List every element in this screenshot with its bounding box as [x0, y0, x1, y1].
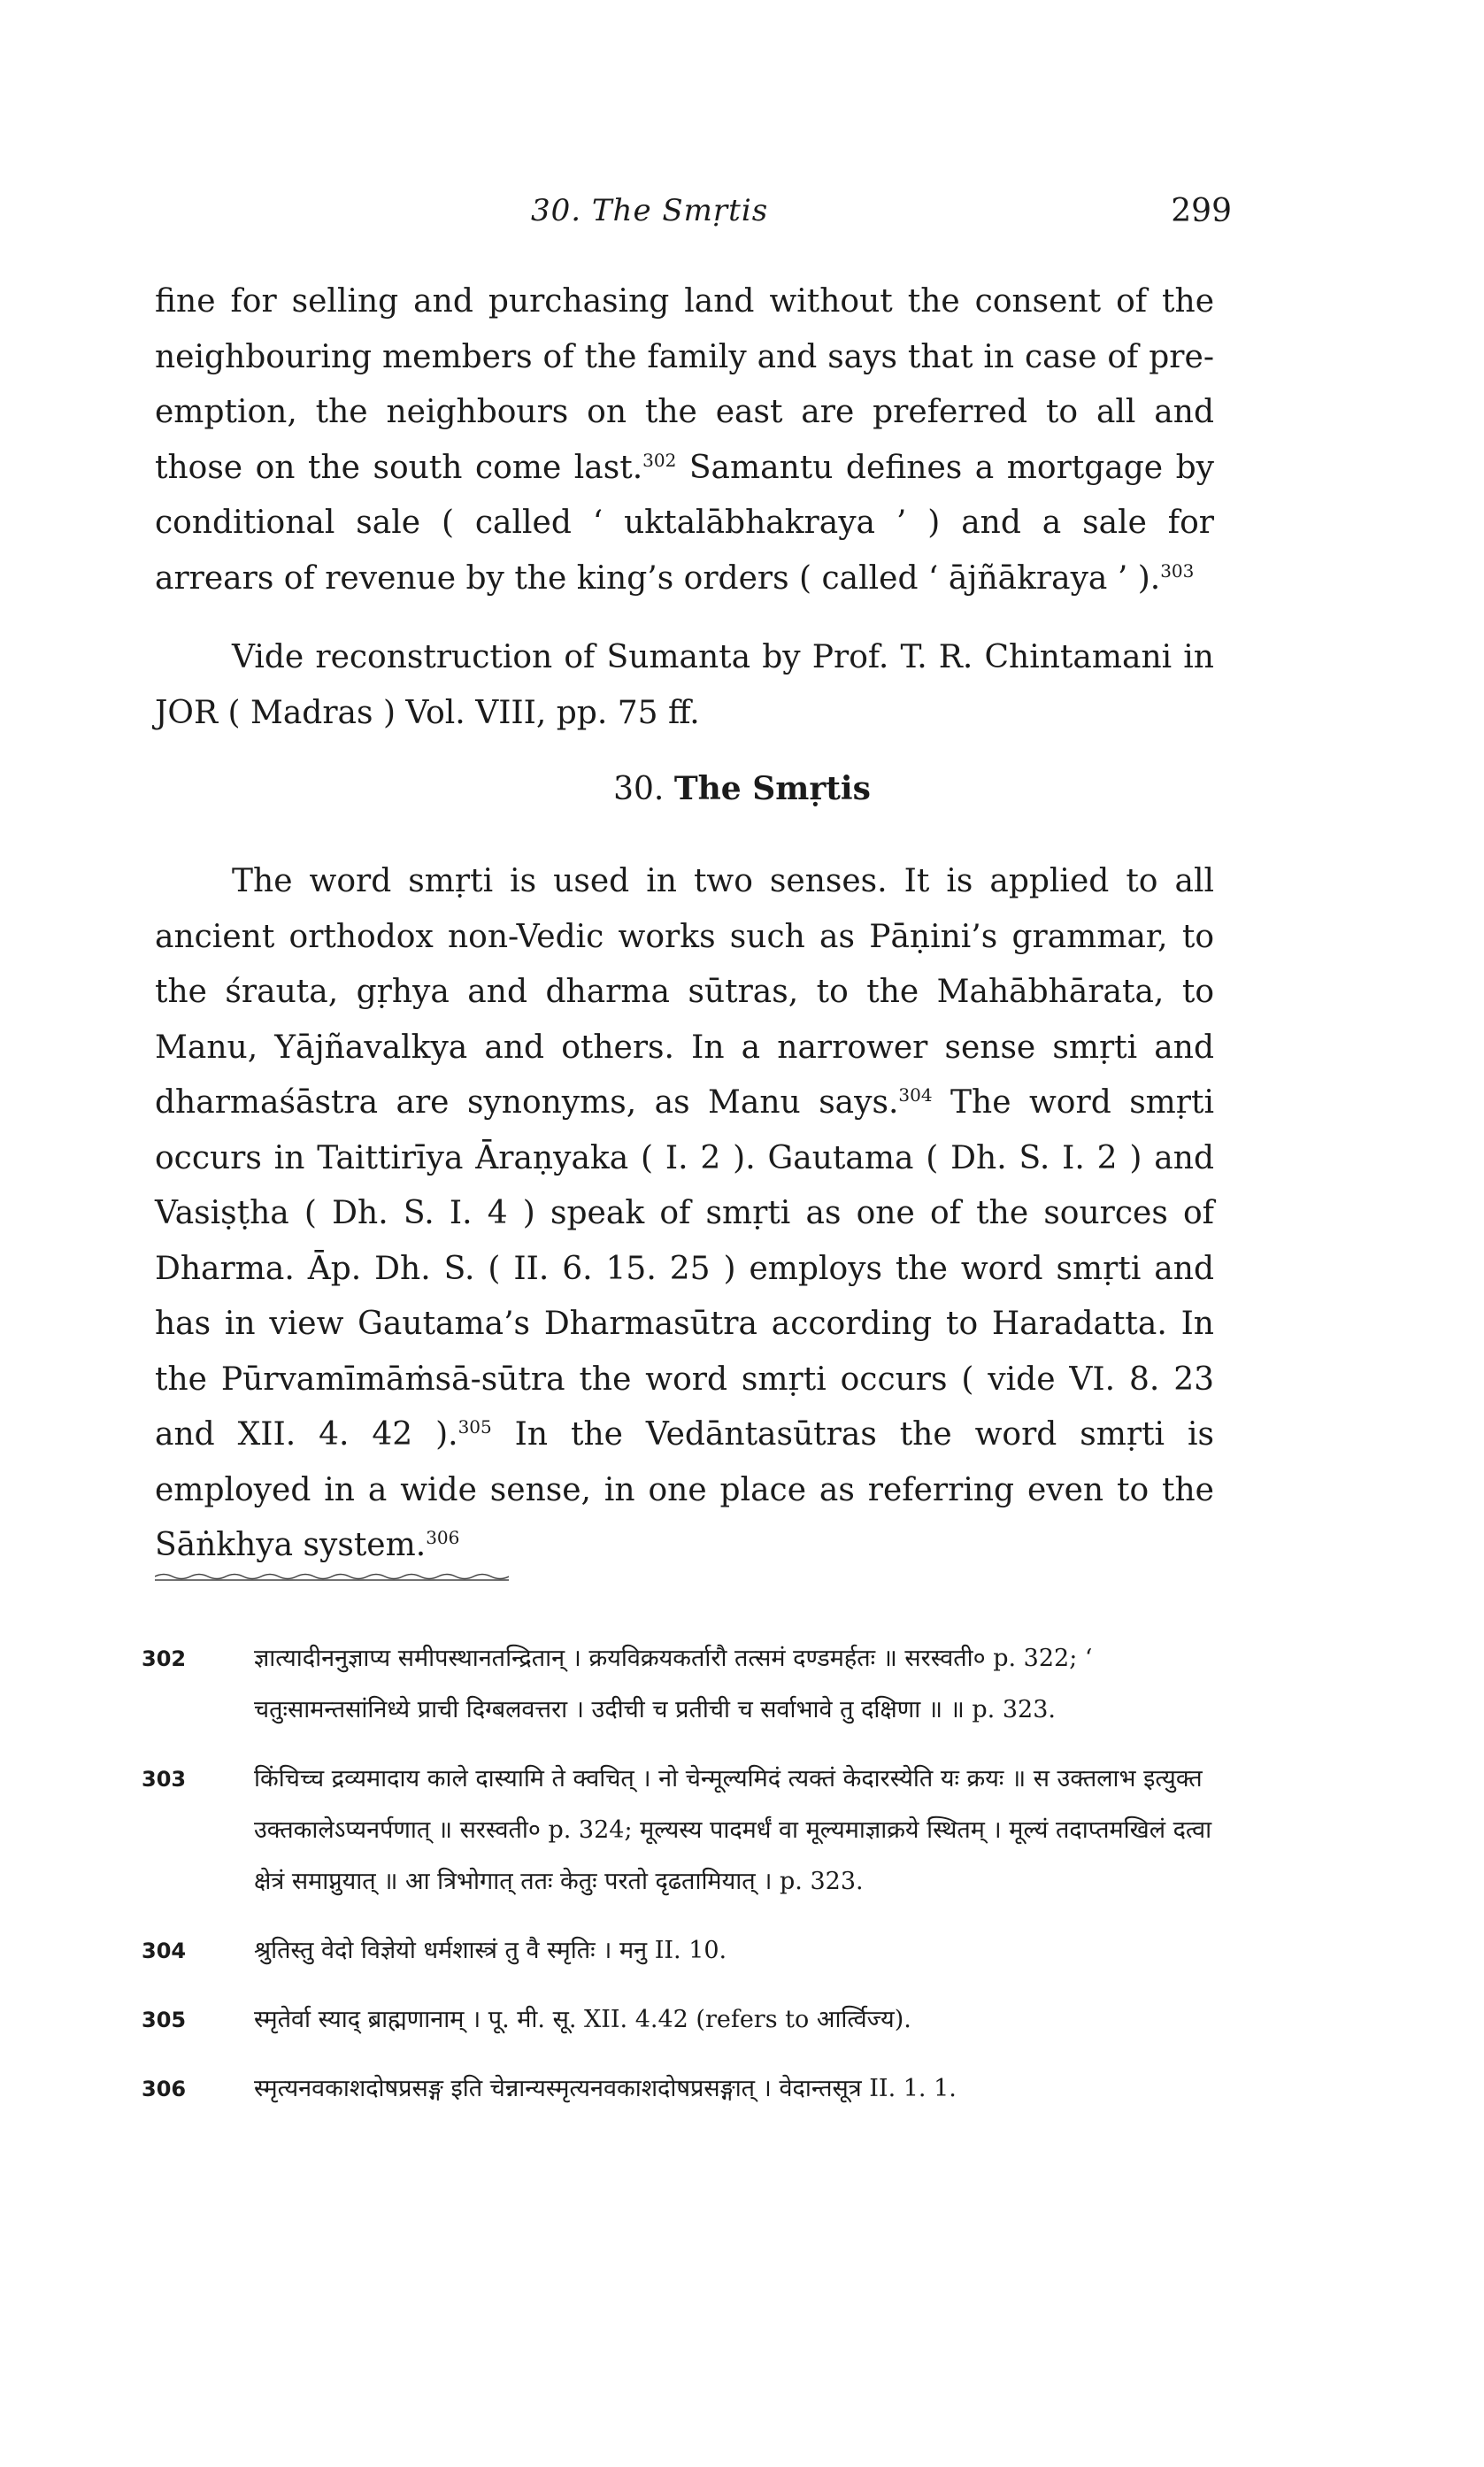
footnote-302	[142, 1633, 1230, 1736]
footnote-304	[142, 1925, 1230, 1977]
footnote-303	[142, 1754, 1230, 1908]
footnote-number: 303	[142, 1767, 187, 1792]
paragraph-3-text-b: The word smṛti occurs in Taittirīya Āraṇyaka ( I. 2 ). Gautama ( Dh. S. I. 2 ) and Vasiṣṭha ( Dh. S. I. 4 ) speak of smṛti as one of the sources of Dharma. Āp. Dh. S. ( II. 6. 15. 25 ) employs the word smṛti and has in view Gautama’s Dharmasūtra according to Haradatta. In the Pūrvamīmāṁsā-sūtra the word smṛti occurs ( vide VI. 8. 23 and XII. 4. 42 ).	[155, 1084, 1214, 1453]
footnote-306	[142, 2063, 1230, 2115]
paragraph-2-text: Vide reconstruction of Sumanta by Prof. T. R. Chintamani in JOR ( Madras ) Vol. VIII, pp. 75 ff.	[155, 639, 1214, 731]
running-title: 30. The Smṛtis	[531, 193, 769, 228]
footnote-number: 304	[142, 1939, 187, 1963]
footnote-305	[142, 1994, 1230, 2046]
footnote-rule	[155, 1571, 509, 1582]
paragraph-3-text-a: The word smṛti is used in two senses. It is applied to all ancient orthodox non-Vedic works such as Pāṇini’s grammar, to the śrauta, gṛhya and dharma sūtras, to the Mahābhārata, to Manu, Yājñavalkya and others. In a narrower sense smṛti and dharmaśāstra are synonyms, as Manu says.	[155, 863, 1214, 1121]
paragraph-2	[155, 630, 1214, 741]
footnote-number: 305	[142, 2008, 187, 2032]
footnote-ref-306: 306	[426, 1527, 460, 1548]
footnote-ref-303: 303	[1160, 559, 1195, 582]
section-number: 30.	[613, 771, 665, 807]
paragraph-1-text: fine for selling and purchasing land without the consent of the neighbouring members of the family and says that in case of pre-emption, the neighbours on the east are preferred to all and those on the south come last.	[155, 283, 1214, 486]
footnote-number: 306	[142, 2077, 187, 2101]
page-number: 299	[1171, 193, 1232, 229]
paragraph-1-text-b: Samantu defines a mortgage by conditional sale ( called ‘ uktalābhakraya ’ ) and a sale for arrears of revenue by the king’s orders ( called ‘ ājñākraya ’ ).	[155, 449, 1214, 597]
footnote-text: ज्ञात्यादीननुज्ञाप्य समीपस्थानतन्द्रितान् । क्रयविक्रयकर्तारौ तत्समं दण्डमर्हतः ॥ सरस्वती० p. 322; ‘ चतुःसामन्तसांनिध्ये प्राची दिग्बलवत्तरा । उदीची च प्रतीची च सर्वाभावे तु दक्षिणा ॥ ॥ p. 323.	[254, 1645, 1093, 1723]
footnote-text: स्मृत्यनवकाशदोषप्रसङ्ग इति चेन्नान्यस्मृत्यनवकाशदोषप्रसङ्गात् । वेदान्तसूत्र II. 1. 1.	[254, 2075, 957, 2102]
section-title: The Smṛtis	[673, 770, 871, 807]
footnote-ref-305: 305	[458, 1416, 492, 1438]
paragraph-3	[155, 854, 1214, 1574]
footnotes	[142, 1633, 1230, 2115]
footnote-ref-302: 302	[642, 449, 677, 471]
paragraph-3-text-c: In the Vedāntasūtras the word smṛti is employed in a wide sense, in one place as referring even to the Sāṅkhya system.	[155, 1416, 1214, 1563]
footnote-text: किंचिच्च द्रव्यमादाय काले दास्यामि ते क्वचित् । नो चेन्मूल्यमिदं त्यक्तं केदारस्येति यः क्रयः ॥ स उक्तलाभ इत्युक्त उक्तकालेऽप्यनर्पणात् ॥ सरस्वती० p. 324; मूल्यस्य पादमर्धं वा मूल्यमाज्ञाक्रये स्थितम् । मूल्यं तदाप्तमखिलं दत्वा क्षेत्रं समाप्नुयात् ॥ आ त्रिभोगात् ततः केतुः परतो दृढतामियात् । p. 323.	[254, 1765, 1212, 1895]
footnote-text: श्रुतिस्तु वेदो विज्ञेयो धर्मशास्त्रं तु वै स्मृतिः । मनु II. 10.	[254, 1937, 727, 1964]
footnote-text: स्मृतेर्वा स्याद् ब्राह्मणानाम् । पू. मी. सू. XII. 4.42 (refers to आर्त्विज्य).	[254, 2006, 911, 2033]
footnote-ref-304: 304	[898, 1084, 933, 1106]
section-heading	[0, 770, 1484, 807]
paragraph-1	[155, 274, 1214, 606]
page-header	[0, 193, 1484, 237]
footnote-number: 302	[142, 1646, 187, 1671]
